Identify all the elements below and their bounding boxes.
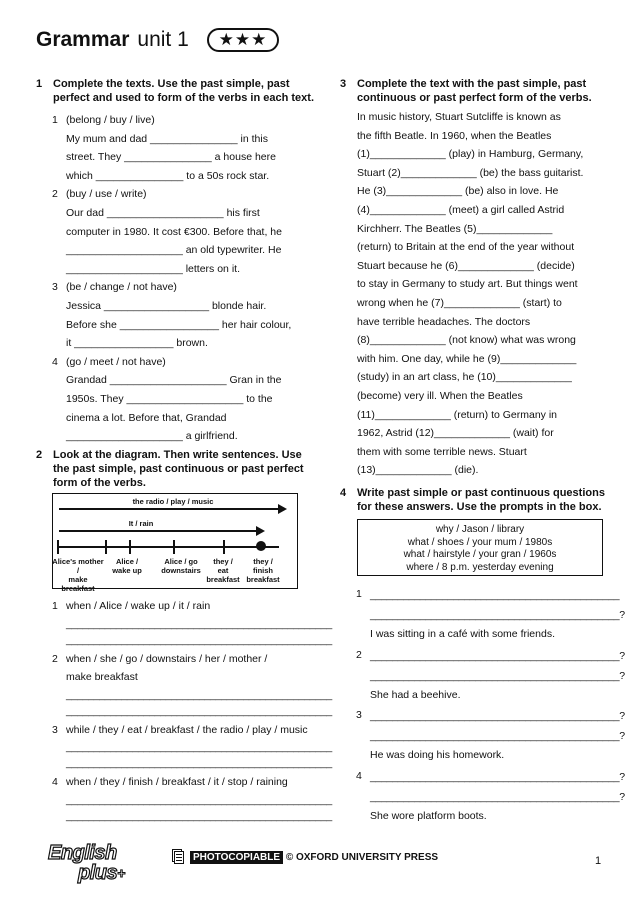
q1-item-line: ____________________ an old typewriter. He (66, 244, 282, 257)
q2-instruction-line-2: the past simple, past continuous or past perfect (53, 463, 304, 475)
q3-instruction-line-2: continuous or past perfect form of the verbs. (357, 92, 592, 104)
title-text: Grammar (36, 28, 130, 51)
q2-instruction (36, 448, 316, 490)
q4-number: 4 (340, 487, 347, 499)
q4-instruction-line-2: for these answers. Use the prompts in the box. (357, 501, 602, 513)
photocopy-icon (172, 849, 184, 865)
q3-text-line: Stuart (2)_____________ (be) the bass guitarist. (357, 166, 584, 179)
q1-item-line: Jessica __________________ blonde hair. (66, 299, 267, 312)
timeline-tick (105, 540, 107, 554)
timeline-tick (223, 540, 225, 554)
q1-item-number: 1 (52, 114, 58, 126)
q1-instruction (36, 77, 316, 105)
diagram-event-label: Alice / wake up (112, 557, 142, 575)
q2-number: 2 (36, 449, 43, 461)
q1-item-number: 2 (52, 188, 58, 201)
q4-question-line[interactable]: _____________________________________________? (370, 669, 625, 682)
q1-item-line: ____________________ letters on it. (66, 262, 240, 275)
q4-item-number: 1 (356, 588, 362, 600)
q2-items (36, 597, 332, 824)
q4-question-line[interactable]: _____________________________________________? (370, 790, 625, 803)
q3-text-line: the fifth Beatle. In 1960, when the Beatles (357, 129, 552, 142)
q3-text-line: (4)_____________ (meet) a girl called Astrid (357, 203, 565, 216)
q1-item-line: Grandad ____________________ Gran in the (66, 374, 282, 387)
q4-items (340, 585, 625, 825)
q3-text-line: (1)_____________ (play) in Hamburg, Germany, (357, 148, 584, 161)
page-title (36, 28, 189, 52)
q4-answer-text: I was sitting in a café with some friends. (370, 628, 555, 640)
diagram-timeline-axis (59, 546, 279, 548)
difficulty-stars-badge: ★★★ (207, 28, 279, 52)
q3-text-line: (8)_____________ (not know) what was wrong (357, 334, 576, 347)
q4-instruction (340, 486, 610, 514)
q2-item-prompt: when / they / finish / breakfast / it / stop / raining (66, 776, 288, 789)
diagram-mid-label: It / rain (128, 519, 154, 528)
q1-item-line: (buy / use / write) (66, 188, 147, 201)
timeline-tick (57, 540, 59, 554)
q4-answer-text: He was doing his homework. (370, 749, 505, 762)
q1-item-line: which _______________ to a 50s rock star. (66, 169, 270, 182)
english-plus-logo: English plus+ (48, 842, 125, 884)
q4-question-line[interactable]: _____________________________________________? (370, 770, 625, 783)
q3-text-line: (13)_____________ (die). (357, 464, 479, 477)
q1-item-line: (belong / buy / live) (66, 114, 155, 126)
q4-prompt: why / Jason / library (435, 524, 525, 535)
q4-item (340, 767, 625, 826)
q1-item-line: My mum and dad _______________ in this (66, 132, 268, 145)
q4-prompt: what / shoes / your mum / 1980s (407, 536, 553, 548)
q1-items (36, 111, 316, 446)
q1-item-line: 1950s. They ____________________ to the (66, 392, 273, 405)
q3-text-line: (11)_____________ (return) to Germany in (357, 408, 558, 421)
diagram-top-label: the radio / play / music (132, 497, 214, 506)
photocopiable-label: PHOTOCOPIABLE (190, 851, 283, 864)
arrow-right-icon (278, 504, 287, 514)
q4-question-line[interactable]: _____________________________________________? (370, 730, 625, 743)
copyright-text: © OXFORD UNIVERSITY PRESS (285, 852, 439, 863)
q2-item-prompt: while / they / eat / breakfast / the radio / play / music (66, 723, 308, 736)
unit-label: unit 1 (137, 28, 189, 51)
q1-item-line: computer in 1980. It cost €300. Before that, he (66, 225, 282, 238)
diagram-event-label: Alice / go downstairs (161, 557, 201, 575)
q1-item-number: 3 (52, 281, 58, 294)
q4-answer-text: She had a beehive. (370, 688, 461, 701)
q4-question-line[interactable]: _____________________________________________ (370, 589, 620, 601)
q2-item (36, 773, 332, 824)
plus-icon: + (117, 865, 125, 881)
q3-text (357, 108, 607, 480)
q2-item (36, 721, 332, 772)
q2-item (36, 650, 332, 719)
q4-instruction-line-1: Write past simple or past continuous questions (357, 487, 605, 499)
q4-item-number: 3 (356, 709, 362, 722)
q3-text-line: (study) in an art class, he (10)_____________ (357, 371, 572, 384)
timeline-end-dot-icon (256, 541, 266, 551)
q3-text-line: them with some terrible news. Stuart (357, 445, 527, 458)
q1-instruction-line-2: perfect and used to form of the verbs in each text. (53, 92, 314, 104)
diagram-event-label: they / eat breakfast (206, 557, 240, 584)
q1-item-line: street. They _______________ a house here (66, 151, 276, 164)
q3-text-line: to stay in Germany to study art. But things went (357, 278, 578, 291)
q3-instruction-line-1: Complete the text with the past simple, past (357, 78, 587, 90)
q1-item-line: (go / meet / not have) (66, 355, 166, 368)
q3-text-line: (become) very ill. When the Beatles (357, 389, 523, 402)
q4-prompt: where / 8 p.m. yesterday evening (406, 561, 554, 573)
q4-item (340, 646, 625, 705)
q2-item (36, 597, 332, 648)
q1-item (36, 278, 316, 352)
q1-item-number: 4 (52, 355, 58, 368)
q4-prompt-box (357, 519, 603, 576)
q2-answer-line[interactable]: ________________________________________________ (66, 633, 332, 646)
q4-question-line[interactable]: _____________________________________________? (370, 649, 625, 662)
q2-answer-line[interactable]: ________________________________________________ (66, 688, 332, 701)
q1-item-line: cinema a lot. Before that, Grandad (66, 411, 227, 424)
q3-text-line: (return) to Britain at the end of the year without (357, 241, 575, 254)
q4-item-number: 4 (356, 769, 362, 782)
q2-answer-line[interactable]: ________________________________________________ (66, 741, 332, 754)
diagram-event-label: they / finish breakfast (246, 557, 280, 584)
q3-text-line: 1962, Astrid (12)_____________ (wait) for (357, 427, 554, 440)
q1-instruction-line-1: Complete the texts. Use the past simple, past (53, 78, 290, 90)
arrow-right-icon (256, 526, 265, 536)
q4-item (340, 706, 625, 765)
q2-item-number: 3 (52, 723, 58, 736)
q2-item-number: 1 (52, 600, 58, 612)
q2-item-prompt: make breakfast (66, 671, 138, 684)
q2-answer-line[interactable]: ________________________________________________ (66, 809, 332, 822)
q3-text-line: have terrible headaches. The doctors (357, 315, 531, 328)
q4-prompt: what / hairstyle / your gran / 1960s (403, 549, 557, 560)
q1-item-line: it _________________ brown. (66, 337, 208, 350)
q3-instruction (340, 77, 610, 105)
q1-item-line: Before she _________________ her hair colour, (66, 318, 292, 331)
q2-answer-line[interactable]: ________________________________________________ (66, 617, 332, 630)
q1-item-line: ____________________ a girlfriend. (66, 430, 238, 443)
timeline-tick (173, 540, 175, 554)
q3-number: 3 (340, 78, 347, 90)
timeline-diagram (52, 493, 298, 593)
q3-text-line: Kirchherr. The Beatles (5)_____________ (357, 222, 553, 235)
q2-item-number: 4 (52, 776, 58, 789)
q3-text-line: Stuart because he (6)_____________ (decide) (357, 259, 575, 272)
q2-instruction-line-1: Look at the diagram. Then write sentences. Use (53, 449, 302, 461)
q1-number: 1 (36, 78, 43, 90)
q1-item (36, 185, 316, 278)
timeline-tick (129, 540, 131, 554)
q2-answer-line[interactable]: ________________________________________________ (66, 704, 332, 717)
footer-copyright (190, 852, 438, 863)
page-number: 1 (595, 855, 602, 867)
q2-answer-line[interactable]: ________________________________________________ (66, 757, 332, 770)
q1-item-line: (be / change / not have) (66, 281, 177, 294)
q2-answer-line[interactable]: ________________________________________________ (66, 793, 332, 806)
q4-question-line[interactable]: _____________________________________________? (370, 609, 625, 621)
q3-text-line: He (3)_____________ (be) also in love. He (357, 185, 559, 198)
q3-text-line: In music history, Stuart Sutcliffe is known as (357, 111, 561, 123)
q2-item-prompt: when / she / go / downstairs / her / mother / (66, 652, 268, 665)
diagram-event-label: Alice's mother / make breakfast (52, 557, 104, 593)
q2-item-number: 2 (52, 652, 58, 665)
q3-text-line: with him. One day, while he (9)_____________ (357, 352, 577, 365)
q1-item (36, 111, 316, 185)
q4-answer-text: She wore platform boots. (370, 809, 487, 822)
q1-item (36, 353, 316, 446)
q2-item-prompt: when / Alice / wake up / it / rain (66, 600, 211, 612)
q4-question-line[interactable]: _____________________________________________? (370, 710, 625, 723)
q1-item-line: Our dad ____________________ his first (66, 206, 260, 219)
q4-item (340, 585, 625, 644)
diagram-rain-bar (59, 530, 262, 532)
diagram-radio-bar (59, 508, 284, 510)
q3-text-line: wrong when he (7)_____________ (start) to (357, 296, 562, 309)
q4-item-number: 2 (356, 648, 362, 661)
q2-instruction-line-3: form of the verbs. (53, 477, 146, 489)
